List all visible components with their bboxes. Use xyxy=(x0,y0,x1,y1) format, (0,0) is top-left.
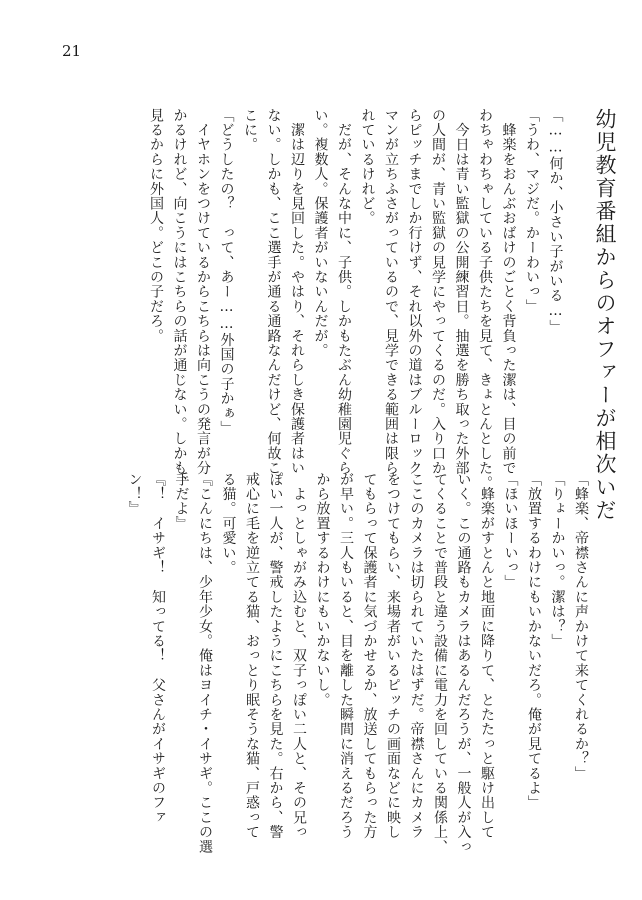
text-line: る猫。可愛い。 xyxy=(220,472,237,575)
text-line: らピッチまでしか行けず、それ以外の道はブルーロック xyxy=(406,108,423,476)
text-line: イヤホンをつけているからこちらは向こうの発言が分 xyxy=(195,108,211,476)
text-line: ン！』 xyxy=(126,472,143,517)
text-line: ない。しかも、ここ選手が通る通路なんだけど、何故こ xyxy=(265,108,282,476)
text-line: よっとしゃがみ込むと、双子っぽい二人と、その兄っ xyxy=(291,472,307,840)
text-line: 潔は辺りを見回した。やはり、それらしき保護者はい xyxy=(289,108,305,476)
text-line: 蜂楽をおんぶおばけのごとく背負った潔は、目の前で xyxy=(500,108,517,476)
text-line: 『！ イサギ！ 知ってる！ 父さんがイサギのファ xyxy=(150,472,166,825)
text-line: の人間が、青い監獄の見学にやってくるのだ。入り口か xyxy=(430,108,446,476)
text-line: いく。この通路もカメラはあるんだろうが、一般人が入っ xyxy=(455,472,472,855)
text-line: 「……何か、小さい子がいる…」 xyxy=(547,108,564,335)
text-line: てもらって保護者に気づかせるか、放送してもらった方 xyxy=(361,472,378,840)
chapter-title: 幼児教育番組からのオファーが相次いだ xyxy=(593,108,617,522)
text-line: 戒心に毛を逆立てる猫、おっとり眠そうな猫、戸惑って xyxy=(244,472,260,840)
text-line: ぽい一人が、警戒したようにこちらを見た。右から、警 xyxy=(267,472,284,840)
text-line: マンが立ちふさがっているので、見学できる範囲は限ら xyxy=(383,108,399,476)
text-line: だが、そんな中に、子供。しかもたぶん幼稚園児ぐら xyxy=(336,108,352,476)
text-line: 蜂楽がすとんと地面に降りて、とたたっと駆け出して xyxy=(479,472,495,840)
text-line: ここのカメラは切られていたはずだ。帝襟さんにカメラ xyxy=(408,472,425,840)
text-line: から放置するわけにもいかないし。 xyxy=(314,472,331,708)
text-line: 「放置するわけにもいかないだろ。俺が見てるよ」 xyxy=(526,472,542,811)
text-line: こに。 xyxy=(242,108,258,153)
text-line: 「うわ、マジだ。かーわいっ」 xyxy=(524,108,540,314)
text-line: てくることで普段と違う設備に電力を回している関係上、 xyxy=(432,472,448,855)
text-line: 「りょーかいっ。潔は？」 xyxy=(549,472,566,649)
text-line: い。複数人。保護者がいないんだが。 xyxy=(312,108,329,358)
text-line: かるけれど、向こうにはこちらの話が通じない。しかも、 xyxy=(171,108,188,491)
lower-text-block xyxy=(122,472,592,855)
text-line: 『こんにちは、少年少女。俺はヨイチ・イサギ。ここの選 xyxy=(197,472,213,855)
text-line: れているけれど。 xyxy=(359,108,376,226)
text-line: 「蜂楽、帝襟さんに声かけて来てくれるか？」 xyxy=(573,472,589,781)
text-line: 手だよ』 xyxy=(173,472,190,531)
text-line: 「ほいほーいっ」 xyxy=(502,472,519,590)
text-line: が早い。三人もいると、目を離した瞬間に消えるだろう xyxy=(338,472,354,840)
text-line: わちゃわちゃしている子供たちを見て、きょとんとした。 xyxy=(477,108,493,491)
text-line: をつけてもらい、来場者がいるピッチの画面などに映し xyxy=(385,472,401,840)
text-line: 見るからに外国人。どこの子だろ。 xyxy=(148,108,164,344)
text-line: 今日は青い監獄の公開練習日。抽選を勝ち取った外部 xyxy=(453,108,470,476)
page-number: 21 xyxy=(62,42,82,60)
text-line: 「どうしたの？ って、あー……外国の子かぁ」 xyxy=(218,108,235,436)
